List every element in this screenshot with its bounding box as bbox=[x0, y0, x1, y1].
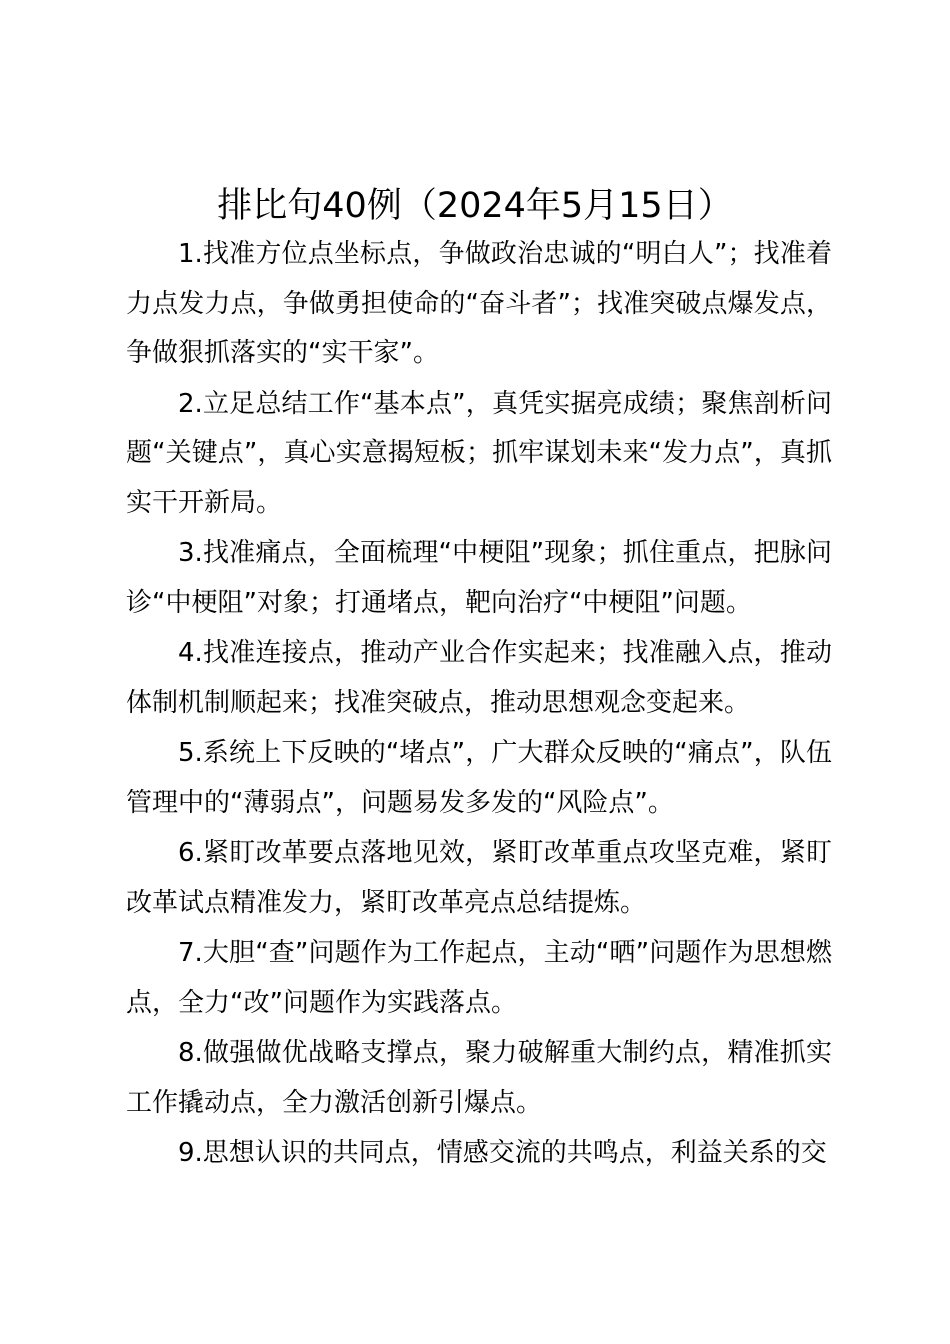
paragraph-1: 1.找准方位点坐标点，争做政治忠诚的“明白人”；找准着力点发力点，争做勇担使命的“奋斗者”；找准突破点爆发点，争做狠抓落实的“实干家”。 bbox=[126, 239, 832, 368]
paragraph-8: 8.做强做优战略支撑点，聚力破解重大制约点，精准抓实工作撬动点，全力激活创新引爆点。 bbox=[126, 1038, 832, 1118]
document-body bbox=[126, 230, 832, 1179]
document-title: 排比句40例（2024年5月15日） bbox=[217, 186, 733, 226]
paragraph-7: 7.大胆“查”问题作为工作起点，主动“晒”问题作为思想燃点，全力“改”问题作为实践落点。 bbox=[126, 938, 832, 1018]
paragraph-2: 2.立足总结工作“基本点”，真凭实据亮成绩；聚焦剖析问题“关键点”，真心实意揭短板；抓牢谋划未来“发力点”，真抓实干开新局。 bbox=[126, 388, 832, 518]
paragraph-3: 3.找准痛点，全面梳理“中梗阻”现象；抓住重点，把脉问诊“中梗阻”对象；打通堵点，靶向治疗“中梗阻”问题。 bbox=[126, 538, 832, 618]
paragraph-6: 6.紧盯改革要点落地见效，紧盯改革重点攻坚克难，紧盯改革试点精准发力，紧盯改革亮点总结提炼。 bbox=[126, 838, 832, 918]
paragraph-5: 5.系统上下反映的“堵点”，广大群众反映的“痛点”，队伍管理中的“薄弱点”，问题易发多发的“风险点”。 bbox=[126, 738, 832, 818]
paragraph-9: 9.思想认识的共同点，情感交流的共鸣点，利益关系的交 bbox=[178, 1138, 827, 1168]
paragraph-4: 4.找准连接点，推动产业合作实起来；找准融入点，推动体制机制顺起来；找准突破点，推动思想观念变起来。 bbox=[126, 638, 832, 718]
